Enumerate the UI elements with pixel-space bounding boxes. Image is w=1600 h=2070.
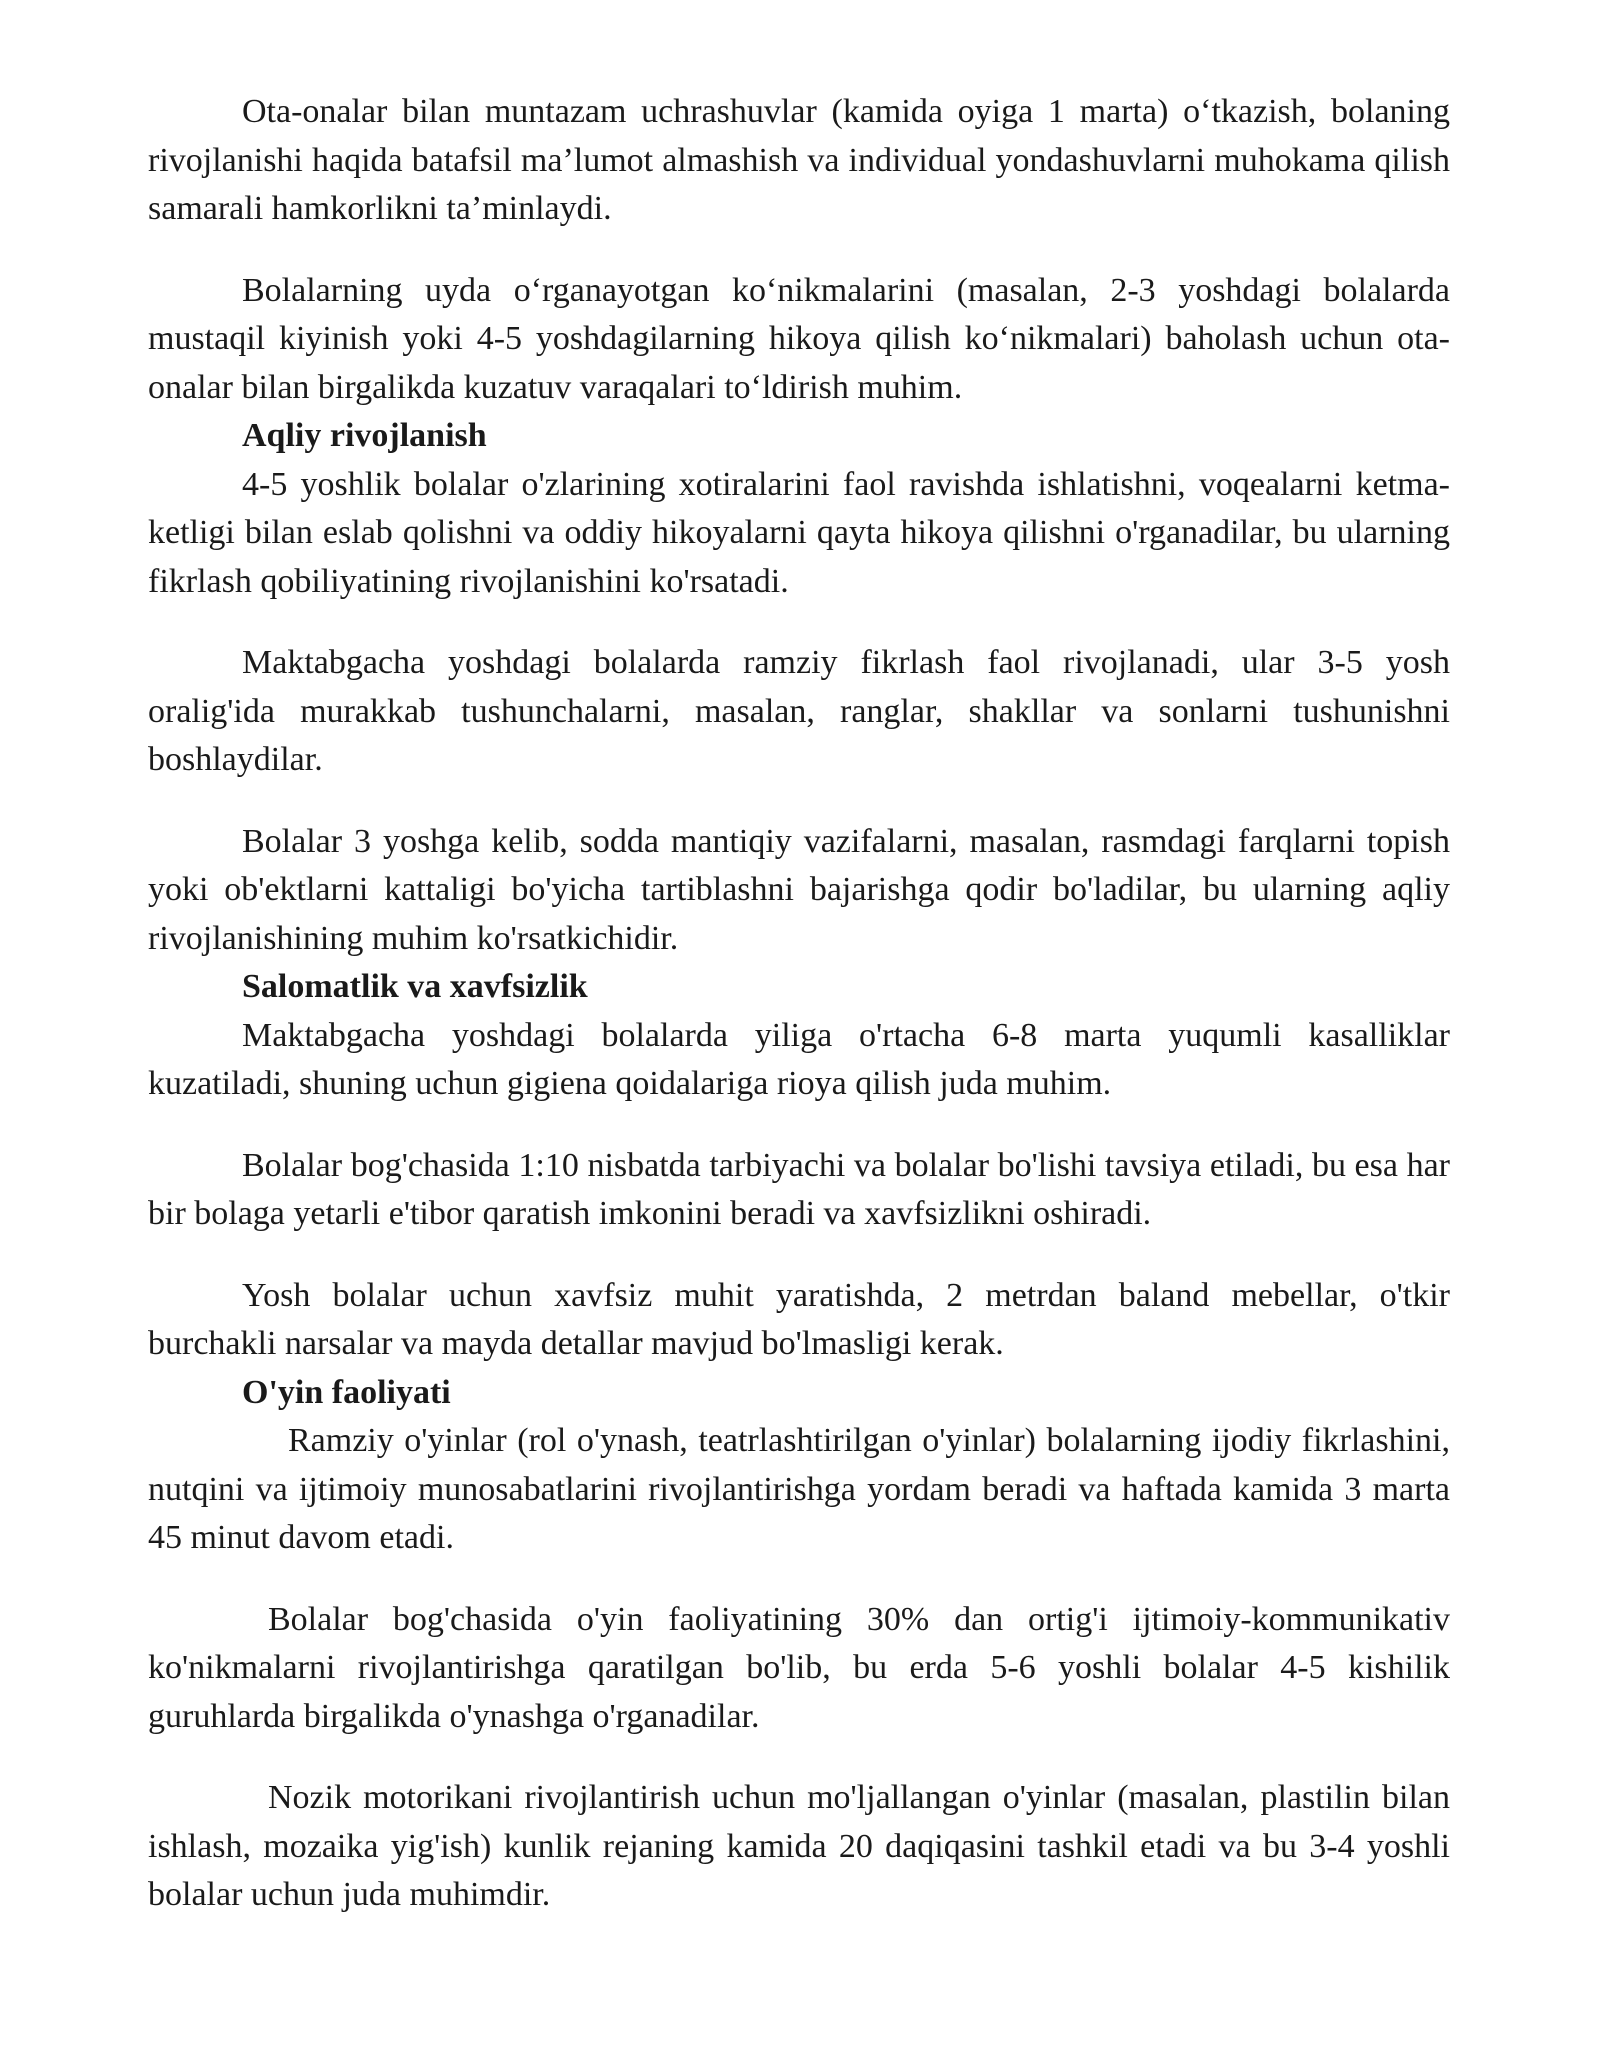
paragraph-logic-tasks: Bolalar 3 yoshga kelib, sodda mantiqiy vazifalarni, masalan, rasmdagi farqlarni topish yoki ob'ektlarni kattaligi bo'yicha tartiblashni bajarishga qodir bo'ladilar, bu ularning aqliy rivojlanishining muhim ko'rsatkichidir. (148, 822, 1450, 957)
paragraph-symbolic-games: Ramziy o'yinlar (rol o'ynash, teatrlashtirilgan o'yinlar) bolalarning ijodiy fikrlashini, nutqini va ijtimoiy munosabatlarini rivojlantirishga yordam beradi va haftada kamida 3 marta 45 minut davom etadi. (148, 1422, 1450, 1556)
paragraph-symbolic-thinking: Maktabgacha yoshdagi bolalarda ramziy fikrlash faol rivojlanadi, ular 3-5 yosh oralig'ida murakkab tushunchalarni, masalan, ranglar, shakllar va sonlarni tushunishni boshlaydilar. (148, 644, 1450, 778)
paragraph-infections: Maktabgacha yoshdagi bolalarda yiliga o'rtacha 6-8 marta yuqumli kasalliklar kuzatiladi, shuning uchun gigiena qoidalariga rioya qilish juda muhim. (148, 1016, 1450, 1102)
document-page (148, 88, 1450, 1920)
paragraph-memory: 4-5 yoshlik bolalar o'zlarining xotiralarini faol ravishda ishlatishni, voqealarni ketma-ketligi bilan eslab qolishni va oddiy hikoyalarni qayta hikoya qilishni o'rganadilar, bu ularning fikrlash qobiliyatining rivojlanishini ko'rsatadi. (148, 465, 1450, 600)
heading-health-safety: Salomatlik va xavfsizlik (242, 968, 588, 1005)
paragraph-fine-motor: Nozik motorikani rivojlantirish uchun mo'ljallangan o'yinlar (masalan, plastilin bilan ishlash, mozaika yig'ish) kunlik rejaning kamida 20 daqiqasini tashkil etadi va bu 3-4 yoshli bolalar uchun juda muhimdir. (148, 1779, 1450, 1913)
heading-mental-development: Aqliy rivojlanish (242, 417, 487, 454)
heading-play-activity: O'yin faoliyati (242, 1373, 451, 1411)
paragraph-observation-sheets: Bolalarning uyda o‘rganayotgan ko‘nikmalarini (masalan, 2-3 yoshdagi bolalarda mustaqil kiyinish yoki 4-5 yoshdagilarning hikoya qilish ko‘nikmalari) baholash uchun ota-onalar bilan birgalikda kuzatuv varaqalari to‘ldirish muhim. (148, 271, 1450, 406)
paragraph-ratio: Bolalar bog'chasida 1:10 nisbatda tarbiyachi va bolalar bo'lishi tavsiya etiladi, bu esa har bir bolaga yetarli e'tibor qaratish imkonini beradi va xavfsizlikni oshiradi. (148, 1146, 1450, 1232)
paragraph-parent-meetings: Ota-onalar bilan muntazam uchrashuvlar (kamida oyiga 1 marta) o‘tkazish, bolaning rivojlanishi haqida batafsil ma’lumot almashish va individual yondashuvlarni muhokama qilish samarali hamkorlikni ta’minlaydi. (148, 93, 1450, 227)
paragraph-safe-environment: Yosh bolalar uchun xavfsiz muhit yaratishda, 2 metrdan baland mebellar, o'tkir burchakli narsalar va mayda detallar mavjud bo'lmasligi kerak. (148, 1276, 1450, 1362)
paragraph-social-skills: Bolalar bog'chasida o'yin faoliyatining 30% dan ortig'i ijtimoiy-kommunikativ ko'nikmalarni rivojlantirishga qaratilgan bo'lib, bu erda 5-6 yoshli bolalar 4-5 kishilik guruhlarda birgalikda o'ynashga o'rganadilar. (148, 1600, 1450, 1735)
